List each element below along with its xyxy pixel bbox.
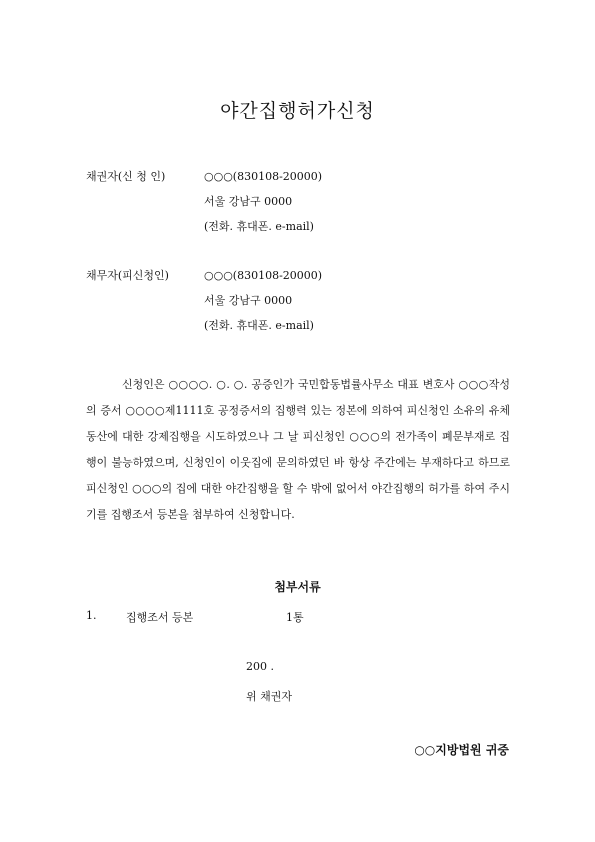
creditor-name: ○○○(830108-20000) [204,170,323,183]
application-body-text: 신청인은 ○○○○. ○. ○. 공증인가 국민합동법률사무소 대표 변호사 ○○○작성의 증서 ○○○○제1111호 공정증서의 집행력 있는 정본에 의하여 피신청인 소유의 유체동산에 대한 강제집행을 시도하였으나 그 날 피신청인 ○○○의 전가족이 폐문부재로 집행이 불능하였으며, 신청인이 이웃집에 문의하였던 바 항상 주간에는 부재하다고 하므로 피신청인 ○○○의 집에 대한 야간집행을 할 수 밖에 없어서 야간집행의 허가를 하여 주시기를 집행조서 등본을 첨부하여 신청합니다. [86,378,510,521]
attachment-item-count: 1통 [286,611,304,624]
creditor-role-label: 채권자(신 청 인) [86,170,166,183]
debtor-name: ○○○(830108-20000) [204,269,323,282]
document-title: 야간집행허가신청 [220,100,375,122]
creditor-block [86,170,506,240]
attachment-item-name: 집행조서 등본 [126,611,194,624]
attachment-item-number: 1. [86,609,97,622]
signer-label: 위 채권자 [246,690,293,703]
debtor-role-label: 채무자(피신청인) [86,269,169,282]
application-date: 200 . [246,660,274,673]
debtor-block [86,269,506,339]
creditor-address: 서울 강남구 0000 [204,195,293,208]
creditor-contact: (전화. 휴대폰. e-mail) [204,220,314,233]
debtor-address: 서울 강남구 0000 [204,294,293,307]
court-addressee: ○○지방법원 귀중 [414,743,509,757]
attachments-heading: 첨부서류 [274,580,321,594]
debtor-contact: (전화. 휴대폰. e-mail) [204,319,314,332]
